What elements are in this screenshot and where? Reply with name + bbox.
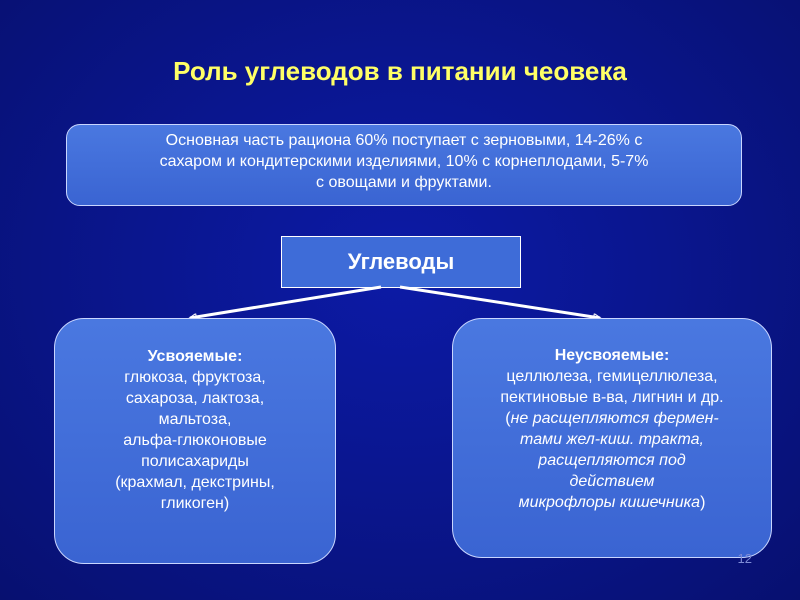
intro-line: сахаром и кондитерскими изделиями, 10% с корнеплодами, 5-7% [159, 153, 649, 170]
indigestible-line: целлюлеза, гемицеллюлеза, [506, 368, 718, 385]
note-open-paren: ( [505, 410, 511, 427]
digestible-box [54, 318, 336, 564]
carbohydrates-node: Углеводы [281, 236, 521, 288]
indigestible-note-line: действием [569, 473, 655, 490]
intro-line: Основная часть рациона 60% поступает с зерновыми, 14-26% с [165, 132, 643, 149]
page-number: 12 [737, 551, 752, 566]
note-close-paren: ) [700, 494, 706, 511]
note-text: не расщепляются фермен- [510, 410, 719, 427]
digestible-line: полисахариды [141, 453, 249, 470]
digestible-line: гликоген) [160, 495, 230, 512]
digestible-line: (крахмал, декстрины, [115, 474, 275, 491]
indigestible-box [452, 318, 772, 558]
arrow-to-digestible [190, 287, 381, 318]
indigestible-line: пектиновые в-ва, лигнин и др. [500, 389, 724, 406]
arrow-to-indigestible [400, 287, 600, 318]
digestible-line: мальтоза, [158, 411, 232, 428]
indigestible-note-line [453, 408, 771, 429]
digestible-line: альфа-глюконовые [123, 432, 267, 449]
note-text: микрофлоры кишечника [518, 494, 701, 511]
digestible-line: глюкоза, фруктоза, [124, 369, 266, 386]
indigestible-note-line [453, 492, 771, 513]
indigestible-note-line: расщепляются под [538, 452, 686, 469]
indigestible-heading: Неусвояемые: [554, 347, 670, 364]
intro-line: с овощами и фруктами. [316, 174, 492, 191]
slide-title: Роль углеводов в питании чеовека [173, 56, 627, 86]
indigestible-note-line: тами жел-киш. тракта, [520, 431, 704, 448]
digestible-heading: Усвояемые: [147, 348, 243, 365]
digestible-line: сахароза, лактоза, [125, 390, 265, 407]
